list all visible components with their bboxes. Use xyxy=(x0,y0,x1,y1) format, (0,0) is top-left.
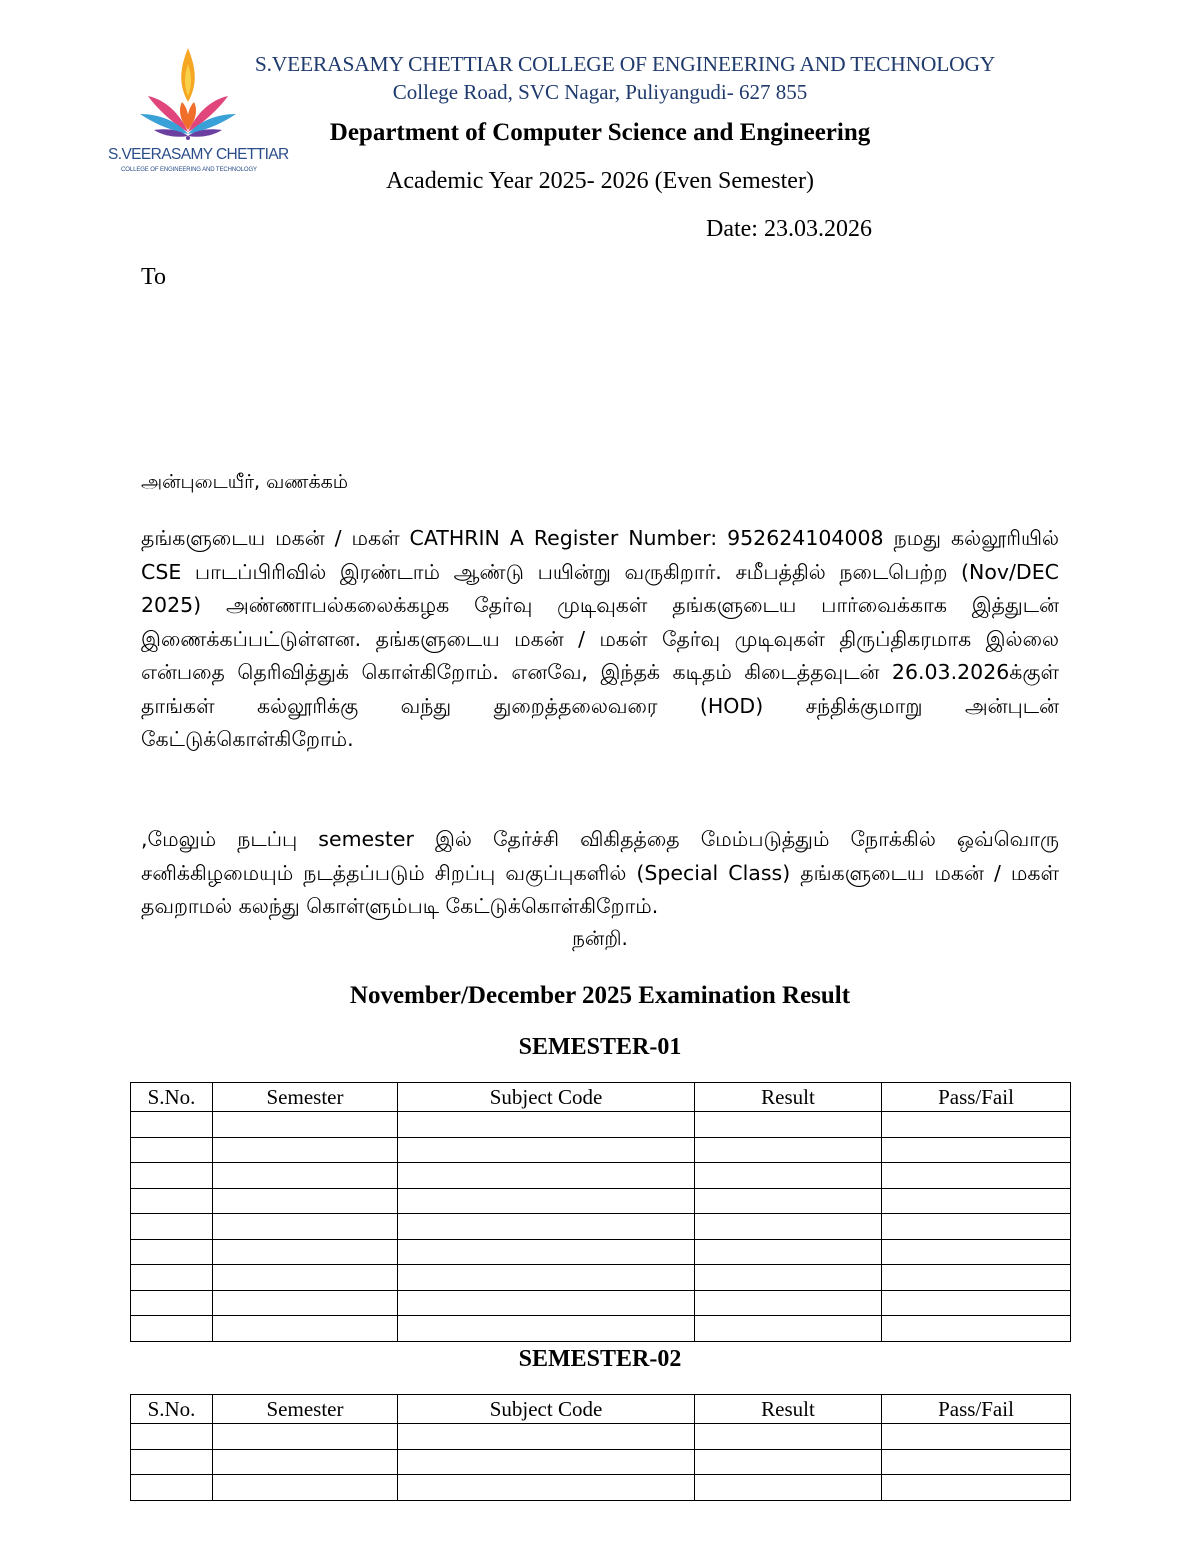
table-cell xyxy=(695,1188,882,1214)
table-cell xyxy=(882,1214,1071,1240)
to-label: To xyxy=(141,264,166,290)
table-cell xyxy=(213,1112,398,1138)
table-cell xyxy=(882,1316,1071,1342)
table-cell xyxy=(882,1163,1071,1189)
col-semester: Semester xyxy=(213,1395,398,1424)
table-cell xyxy=(213,1265,398,1291)
table-cell xyxy=(398,1137,695,1163)
semester-2-rows xyxy=(131,1424,1071,1501)
col-sno: S.No. xyxy=(131,1395,213,1424)
table-cell xyxy=(398,1424,695,1450)
table-cell xyxy=(131,1239,213,1265)
table-row xyxy=(131,1265,1071,1291)
letter-paragraph-2: ,மேலும் நடப்பு semester இல் தேர்ச்சி விகிதத்தை மேம்படுத்தும் நோக்கில் ஒவ்வொரு சனிக்கிழமையும் நடத்தப்படும் சிறப்பு வகுப்புகளில் (Special Class) தங்களுடைய மகன் / மகள் தவறாமல் கலந்து கொள்ளும்படி கேட்டுக்கொள்கிறோம். xyxy=(141,827,1059,918)
table-cell xyxy=(695,1163,882,1189)
logo-subtitle: COLLEGE OF ENGINEERING AND TECHNOLOGY xyxy=(121,167,257,173)
salutation: அன்புடையீர், வணக்கம் xyxy=(141,471,349,493)
letter-date-wrap xyxy=(650,216,950,243)
table-cell xyxy=(882,1137,1071,1163)
table-cell xyxy=(213,1475,398,1501)
table-cell xyxy=(695,1475,882,1501)
semester-1-rows xyxy=(131,1112,1071,1342)
college-name: S.VEERASAMY CHETTIAR COLLEGE OF ENGINEERING AND TECHNOLOGY xyxy=(254,52,996,76)
table-row xyxy=(131,1424,1071,1450)
table-cell xyxy=(131,1316,213,1342)
table-cell xyxy=(213,1188,398,1214)
table-cell xyxy=(882,1188,1071,1214)
table-cell xyxy=(213,1290,398,1316)
table-row xyxy=(131,1137,1071,1163)
table-cell xyxy=(882,1290,1071,1316)
table-cell xyxy=(398,1316,695,1342)
academic-year: Academic Year 2025- 2026 (Even Semester) xyxy=(386,168,814,194)
col-result: Result xyxy=(695,1083,882,1112)
table-row xyxy=(131,1163,1071,1189)
semester-1-title: SEMESTER-01 xyxy=(518,1034,682,1060)
table-cell xyxy=(213,1424,398,1450)
col-sno: S.No. xyxy=(131,1083,213,1112)
table-cell xyxy=(213,1316,398,1342)
table-cell xyxy=(213,1137,398,1163)
table-cell xyxy=(131,1265,213,1291)
table-row xyxy=(131,1112,1071,1138)
col-pass-fail: Pass/Fail xyxy=(882,1083,1071,1112)
col-semester: Semester xyxy=(213,1083,398,1112)
table-cell xyxy=(695,1316,882,1342)
table-header-row xyxy=(131,1395,1071,1424)
table-cell xyxy=(695,1214,882,1240)
table-cell xyxy=(695,1239,882,1265)
letter-date: Date: 23.03.2026 xyxy=(706,216,872,242)
table-cell xyxy=(882,1475,1071,1501)
col-subject-code: Subject Code xyxy=(398,1395,695,1424)
table-cell xyxy=(398,1112,695,1138)
college-address: College Road, SVC Nagar, Puliyangudi- 627 855 xyxy=(392,80,808,104)
department-title: Department of Computer Science and Engineering xyxy=(329,119,871,146)
table-row xyxy=(131,1188,1071,1214)
semester-2-title: SEMESTER-02 xyxy=(518,1346,682,1372)
table-cell xyxy=(131,1112,213,1138)
table-cell xyxy=(131,1188,213,1214)
semester-1-table xyxy=(130,1082,1071,1342)
table-cell xyxy=(882,1239,1071,1265)
table-cell xyxy=(882,1112,1071,1138)
col-pass-fail: Pass/Fail xyxy=(882,1395,1071,1424)
table-cell xyxy=(131,1475,213,1501)
logo-name: S.VEERASAMY CHETTIAR xyxy=(108,146,289,163)
table-cell xyxy=(695,1265,882,1291)
table-cell xyxy=(398,1449,695,1475)
table-row xyxy=(131,1449,1071,1475)
table-cell xyxy=(131,1137,213,1163)
table-cell xyxy=(695,1449,882,1475)
table-row xyxy=(131,1290,1071,1316)
table-header-row xyxy=(131,1083,1071,1112)
table-cell xyxy=(398,1163,695,1189)
col-subject-code: Subject Code xyxy=(398,1083,695,1112)
table-cell xyxy=(695,1112,882,1138)
table-cell xyxy=(131,1424,213,1450)
table-cell xyxy=(882,1449,1071,1475)
table-cell xyxy=(882,1424,1071,1450)
table-cell xyxy=(213,1163,398,1189)
table-cell xyxy=(882,1265,1071,1291)
table-cell xyxy=(131,1290,213,1316)
table-row xyxy=(131,1239,1071,1265)
table-cell xyxy=(131,1214,213,1240)
col-result: Result xyxy=(695,1395,882,1424)
table-cell xyxy=(131,1163,213,1189)
table-cell xyxy=(213,1449,398,1475)
table-cell xyxy=(213,1239,398,1265)
table-row xyxy=(131,1475,1071,1501)
exam-result-title: November/December 2025 Examination Result xyxy=(349,982,851,1009)
letter-thanks: நன்றி. xyxy=(572,926,628,950)
table-cell xyxy=(695,1137,882,1163)
table-row xyxy=(131,1316,1071,1342)
table-cell xyxy=(398,1290,695,1316)
table-cell xyxy=(695,1424,882,1450)
table-cell xyxy=(213,1214,398,1240)
table-cell xyxy=(131,1449,213,1475)
table-cell xyxy=(398,1214,695,1240)
table-cell xyxy=(398,1239,695,1265)
table-cell xyxy=(695,1290,882,1316)
table-row xyxy=(131,1214,1071,1240)
semester-2-table xyxy=(130,1394,1071,1501)
table-cell xyxy=(398,1475,695,1501)
table-cell xyxy=(398,1188,695,1214)
letter-paragraph-1: தங்களுடைய மகன் / மகள் CATHRIN A Register Number: 952624104008 நமது கல்லூரியில் CSE பாடப்பிரிவில் இரண்டாம் ஆண்டு பயின்று வருகிறார். சமீபத்தில் நடைபெற்ற (Nov/DEC 2025) அண்ணாபல்கலைக்கழக தேர்வு முடிவுகள் தங்களுடைய பார்வைக்காக இத்துடன் இணைக்கப்பட்டுள்ளன. தங்களுடைய மகன் / மகள் தேர்வு முடிவுகள் திருப்திகரமாக இல்லை என்பதை தெரிவித்துக் கொள்கிறோம். எனவே, இந்தக் கடிதம் கிடைத்தவுடன் 26.03.2026க்குள் தாங்கள் கல்லூரிக்கு வந்து துறைத்தலைவரை (HOD) சந்திக்குமாறு அன்புடன் கேட்டுக்கொள்கிறோம். xyxy=(141,526,1059,751)
table-cell xyxy=(398,1265,695,1291)
